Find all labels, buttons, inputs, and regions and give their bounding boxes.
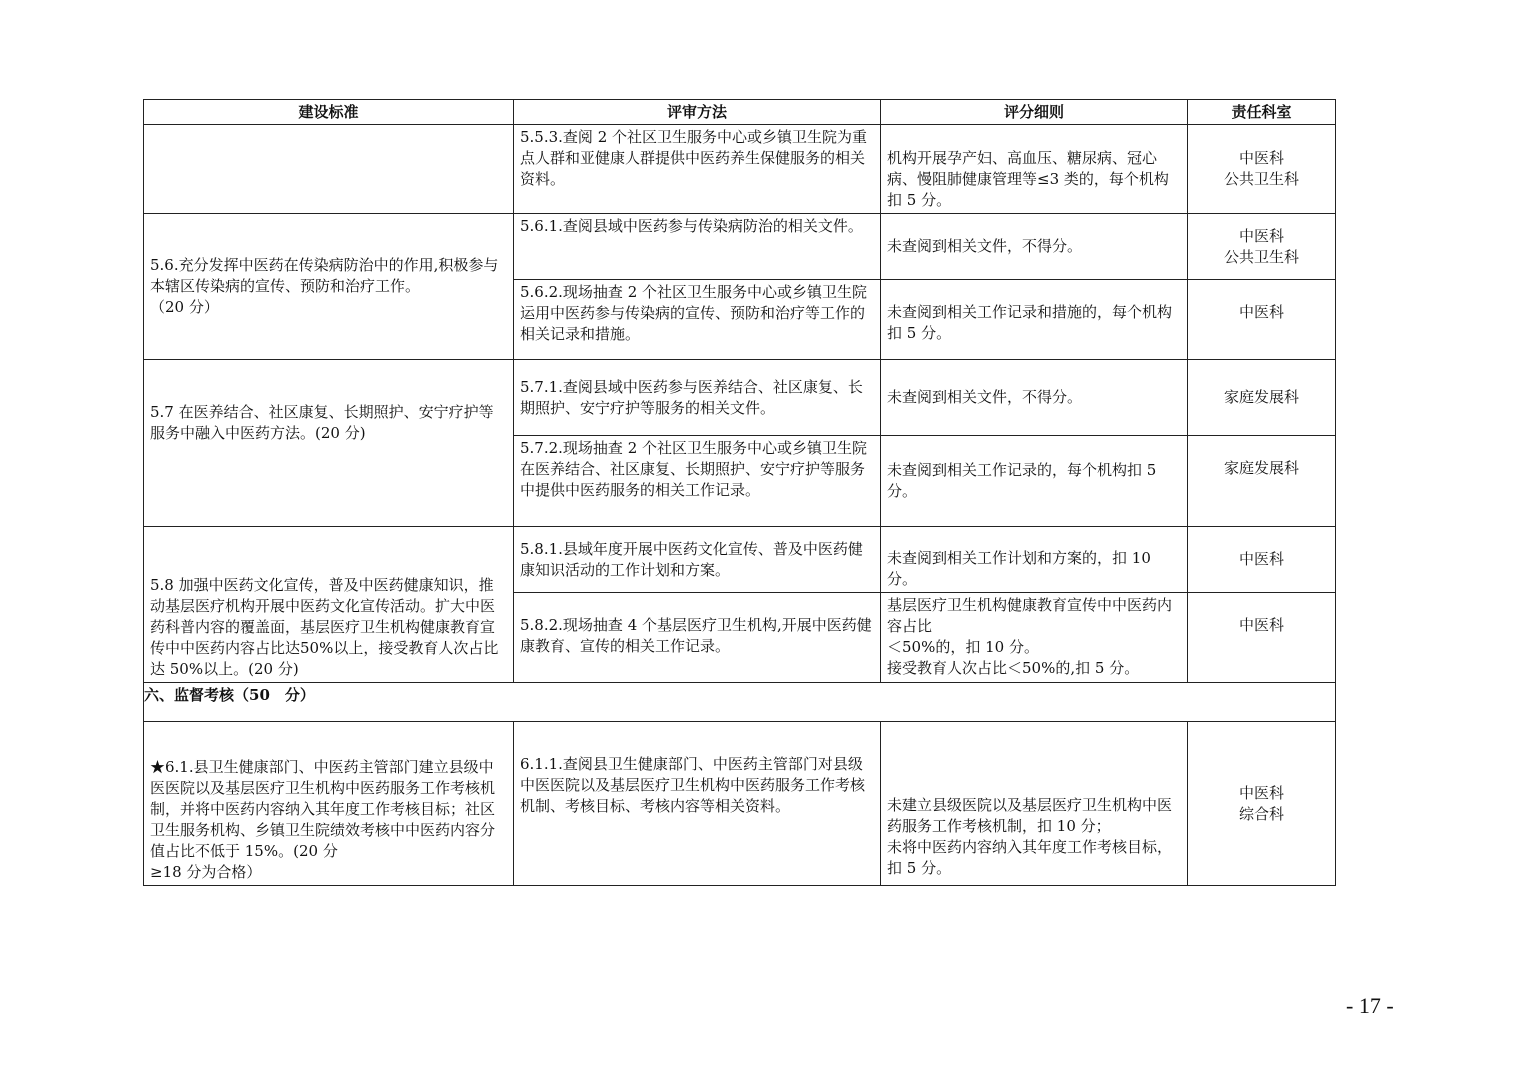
table-header-row bbox=[144, 100, 1336, 125]
dept-cell: 家庭发展科 bbox=[1188, 360, 1336, 436]
table-row bbox=[144, 722, 1336, 886]
rule-cell: 未查阅到相关文件，不得分。 bbox=[881, 214, 1188, 280]
dept-cell: 中医科 bbox=[1188, 280, 1336, 360]
rule-cell: 机构开展孕产妇、高血压、糖尿病、冠心病、慢阻肺健康管理等≤3 类的，每个机构扣 5 分。 bbox=[881, 125, 1188, 214]
standard-cell: ★6.1.县卫生健康部门、中医药主管部门建立县级中医医院以及基层医疗卫生机构中医药服务工作考核机制，并将中医药内容纳入其年度工作考核目标；社区卫生服务机构、乡镇卫生院绩效考核中中医药内容分值占比不低于 15%。(20 分 ≥18 分为合格） bbox=[144, 722, 514, 886]
standard-cell bbox=[144, 125, 514, 214]
header-rule: 评分细则 bbox=[881, 100, 1188, 125]
dept-cell: 中医科 公共卫生科 bbox=[1188, 125, 1336, 214]
evaluation-table bbox=[143, 99, 1336, 886]
method-cell: 5.8.1.县域年度开展中医药文化宣传、普及中医药健康知识活动的工作计划和方案。 bbox=[514, 527, 881, 593]
dept-cell: 中医科 公共卫生科 bbox=[1188, 214, 1336, 280]
dept-cell: 中医科 综合科 bbox=[1188, 722, 1336, 886]
rule-cell: 未查阅到相关工作计划和方案的，扣 10 分。 bbox=[881, 527, 1188, 593]
standard-cell: 5.6.充分发挥中医药在传染病防治中的作用,积极参与本辖区传染病的宣传、预防和治疗工作。 （20 分） bbox=[144, 214, 514, 360]
method-cell: 5.8.2.现场抽查 4 个基层医疗卫生机构,开展中医药健康教育、宣传的相关工作记录。 bbox=[514, 593, 881, 683]
section-row bbox=[144, 683, 1336, 722]
dept-cell: 中医科 bbox=[1188, 593, 1336, 683]
section-title: 六、监督考核（50 分） bbox=[144, 683, 1336, 722]
method-cell: 5.6.1.查阅县域中医药参与传染病防治的相关文件。 bbox=[514, 214, 881, 280]
method-cell: 6.1.1.查阅县卫生健康部门、中医药主管部门对县级中医医院以及基层医疗卫生机构中医药服务工作考核机制、考核目标、考核内容等相关资料。 bbox=[514, 722, 881, 886]
standard-cell: 5.8 加强中医药文化宣传，普及中医药健康知识，推动基层医疗机构开展中医药文化宣传活动。扩大中医药科普内容的覆盖面，基层医疗卫生机构健康教育宣传中中医药内容占比达50%以上，接受教育人次占比达 50%以上。(20 分) bbox=[144, 527, 514, 683]
dept-cell: 家庭发展科 bbox=[1188, 436, 1336, 527]
header-standard: 建设标准 bbox=[144, 100, 514, 125]
method-cell: 5.5.3.查阅 2 个社区卫生服务中心或乡镇卫生院为重点人群和亚健康人群提供中医药养生保健服务的相关资料。 bbox=[514, 125, 881, 214]
dept-cell: 中医科 bbox=[1188, 527, 1336, 593]
table-row bbox=[144, 360, 1336, 436]
rule-cell: 未查阅到相关工作记录的，每个机构扣 5 分。 bbox=[881, 436, 1188, 527]
rule-cell: 未查阅到相关工作记录和措施的，每个机构扣 5 分。 bbox=[881, 280, 1188, 360]
header-dept: 责任科室 bbox=[1188, 100, 1336, 125]
table-row bbox=[144, 214, 1336, 280]
header-method: 评审方法 bbox=[514, 100, 881, 125]
rule-cell: 未建立县级医院以及基层医疗卫生机构中医药服务工作考核机制，扣 10 分； 未将中医药内容纳入其年度工作考核目标，扣 5 分。 bbox=[881, 722, 1188, 886]
method-cell: 5.7.1.查阅县域中医药参与医养结合、社区康复、长期照护、安宁疗护等服务的相关文件。 bbox=[514, 360, 881, 436]
page-number: - 17 - bbox=[1346, 993, 1394, 1018]
method-cell: 5.6.2.现场抽查 2 个社区卫生服务中心或乡镇卫生院运用中医药参与传染病的宣传、预防和治疗等工作的相关记录和措施。 bbox=[514, 280, 881, 360]
method-cell: 5.7.2.现场抽查 2 个社区卫生服务中心或乡镇卫生院在医养结合、社区康复、长期照护、安宁疗护等服务中提供中医药服务的相关工作记录。 bbox=[514, 436, 881, 527]
rule-cell: 基层医疗卫生机构健康教育宣传中中医药内容占比 ＜50%的，扣 10 分。 接受教育人次占比＜50%的,扣 5 分。 bbox=[881, 593, 1188, 683]
table-row bbox=[144, 527, 1336, 593]
rule-cell: 未查阅到相关文件，不得分。 bbox=[881, 360, 1188, 436]
standard-cell: 5.7 在医养结合、社区康复、长期照护、安宁疗护等服务中融入中医药方法。(20 分) bbox=[144, 360, 514, 527]
table-row bbox=[144, 125, 1336, 214]
